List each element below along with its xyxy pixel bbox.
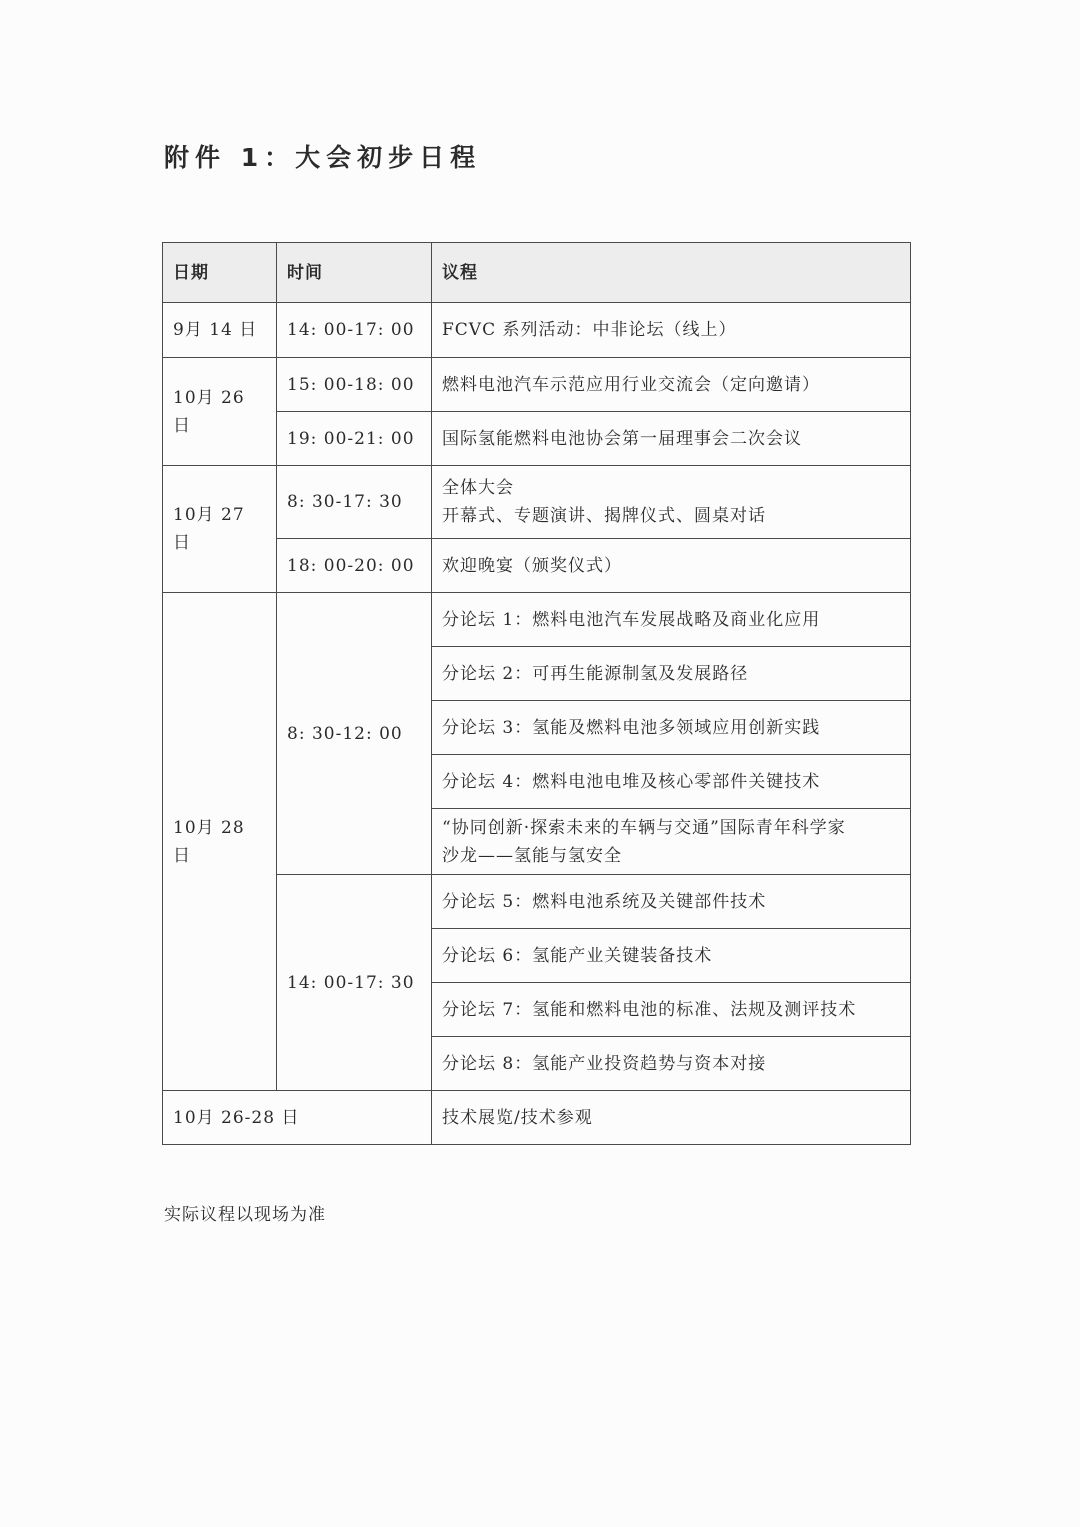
agenda-cell <box>432 809 911 875</box>
date-cell: 9月 14 日 <box>163 303 277 358</box>
footnote: 实际议程以现场为准 <box>164 1205 326 1225</box>
agenda-cell: FCVC 系列活动：中非论坛（线上） <box>432 303 911 358</box>
agenda-cell <box>432 466 911 539</box>
time-cell: 14: 00-17: 30 <box>277 875 432 1091</box>
table-row <box>163 358 911 412</box>
agenda-cell: 分论坛 5：燃料电池系统及关键部件技术 <box>432 875 911 929</box>
table-row <box>163 593 911 647</box>
time-cell: 18: 00-20: 00 <box>277 539 432 593</box>
time-cell: 19: 00-21: 00 <box>277 412 432 466</box>
agenda-cell: 分论坛 1：燃料电池汽车发展战略及商业化应用 <box>432 593 911 647</box>
agenda-line: “协同创新·探索未来的车辆与交通”国际青年科学家 <box>442 817 846 838</box>
agenda-line: 全体大会 <box>442 478 514 498</box>
agenda-cell: 分论坛 6：氢能产业关键装备技术 <box>432 929 911 983</box>
header-agenda: 议程 <box>432 243 911 303</box>
agenda-line: 开幕式、专题演讲、揭牌仪式、圆桌对话 <box>442 506 766 526</box>
table-row <box>163 1091 911 1145</box>
time-cell: 15: 00-18: 00 <box>277 358 432 412</box>
agenda-cell: 欢迎晚宴（颁奖仪式） <box>432 539 911 593</box>
date-cell: 10月 26 日 <box>163 358 277 466</box>
date-cell: 10月 28 日 <box>163 593 277 1091</box>
time-cell: 8: 30-17: 30 <box>277 466 432 539</box>
page-title: 附件 1：大会初步日程 <box>164 143 482 172</box>
time-cell: 14: 00-17: 00 <box>277 303 432 358</box>
agenda-cell: 技术展览/技术参观 <box>432 1091 911 1145</box>
agenda-cell: 分论坛 7：氢能和燃料电池的标准、法规及测评技术 <box>432 983 911 1037</box>
agenda-line: 沙龙——氢能与氢安全 <box>442 845 622 866</box>
agenda-cell: 国际氢能燃料电池协会第一届理事会二次会议 <box>432 412 911 466</box>
schedule-table <box>162 242 911 1145</box>
date-cell: 10月 26-28 日 <box>163 1091 432 1145</box>
header-date: 日期 <box>163 243 277 303</box>
agenda-cell: 分论坛 4：燃料电池电堆及核心零部件关键技术 <box>432 755 911 809</box>
header-time: 时间 <box>277 243 432 303</box>
table-row <box>163 466 911 539</box>
time-cell: 8: 30-12: 00 <box>277 593 432 875</box>
agenda-cell: 分论坛 2：可再生能源制氢及发展路径 <box>432 647 911 701</box>
table-header-row <box>163 243 911 303</box>
date-cell: 10月 27 日 <box>163 466 277 593</box>
agenda-cell: 燃料电池汽车示范应用行业交流会（定向邀请） <box>432 358 911 412</box>
agenda-cell: 分论坛 8：氢能产业投资趋势与资本对接 <box>432 1037 911 1091</box>
table-row <box>163 303 911 358</box>
agenda-cell: 分论坛 3：氢能及燃料电池多领域应用创新实践 <box>432 701 911 755</box>
